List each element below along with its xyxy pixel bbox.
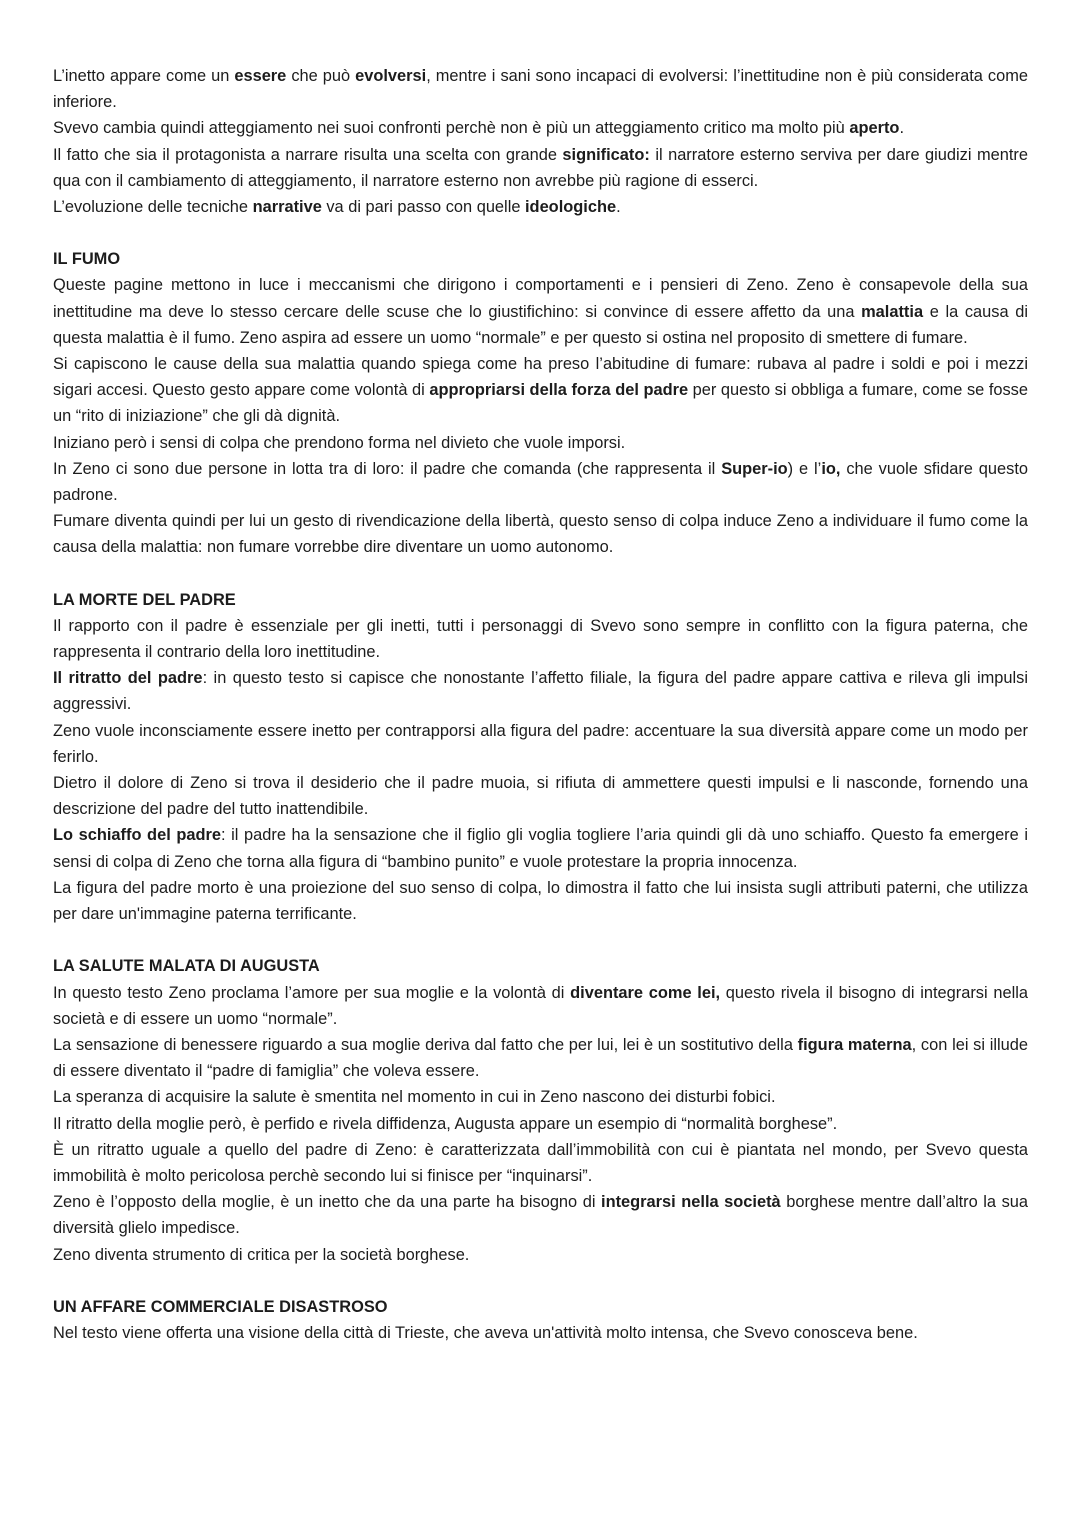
text-run: Il ritratto della moglie però, è perfido e rivela diffidenza, Augusta appare un esempio di “normalità borghese”. [53, 1114, 838, 1133]
section-spacer [53, 927, 1028, 953]
text-run: va di pari passo con quelle [321, 198, 525, 217]
text-run: , con lei si illude di essere diventato il “padre di famiglia” che voleva essere. [53, 1035, 1029, 1081]
text-run: Svevo cambia quindi atteggiamento nei suoi confronti perchè non è più un atteggiamento critico ma molto più [53, 119, 850, 138]
text-run: il narratore esterno serviva per dare giudizi mentre qua con il cambiamento di atteggiamento, il narratore esterno non avrebbe più ragione di esserci. [53, 145, 1028, 190]
text-run: Zeno diventa strumento di critica per la società borghese. [53, 1245, 470, 1264]
paragraph [53, 822, 1028, 874]
paragraph [53, 1137, 1028, 1189]
text-run: per questo si obbliga a fumare, come se fosse un “rito di iniziazione” che gli dà dignità. [53, 381, 1028, 426]
bold-text: significato: [562, 145, 650, 164]
paragraph [53, 665, 1028, 717]
paragraph [53, 1242, 1028, 1268]
text-run: Nel testo viene offerta una visione della città di Trieste, che aveva un'attività molto intensa, che Svevo conosceva bene. [53, 1323, 918, 1342]
text-run: ) e l’ [787, 459, 822, 478]
text-run: L’inetto appare come un [53, 67, 235, 85]
text-run: che può [286, 67, 356, 85]
bold-text: ideologiche [525, 198, 617, 217]
text-run: borghese mentre dall’altro la sua diversità glielo impedisce. [53, 1193, 1029, 1238]
paragraph [53, 115, 1028, 141]
text-run: Dietro il dolore di Zeno si trova il desiderio che il padre muoia, si rifiuta di ammettere questi impulsi e li nasconde, fornendo una descrizione del padre del tutto inattendibile. [53, 774, 1028, 819]
paragraph [53, 456, 1028, 508]
bold-text: essere [234, 67, 287, 85]
text-run: e la causa di questa malattia è il fumo. Zeno aspira ad essere un uomo “normale” e per questo si ostina nel proposito di smettere di fumare. [53, 302, 1029, 347]
document-page [53, 63, 1028, 1346]
paragraph [53, 1189, 1028, 1241]
bold-text: aperto [849, 119, 900, 138]
text-run: Iniziano però i sensi di colpa che prendono forma nel divieto che vuole imporsi. [53, 433, 626, 452]
text-run: È un ritratto uguale a quello del padre di Zeno: è caratterizzata dall’immobilità con cui è piantata nel mondo, per Svevo questa immobilità è molto pericolosa perchè secondo lui si finisce per “inquinarsi”. [53, 1140, 1028, 1185]
text-run: Il fatto che sia il protagonista a narrare risulta una scelta con grande [53, 145, 563, 164]
section-heading: UN AFFARE COMMERCIALE DISASTROSO [53, 1297, 388, 1316]
text-run: In Zeno ci sono due persone in lotta tra di loro: il padre che comanda (che rappresenta il [53, 459, 722, 478]
bold-text: integrarsi nella società [601, 1193, 781, 1212]
paragraph [53, 142, 1028, 194]
text-run: Fumare diventa quindi per lui un gesto di rivendicazione della libertà, questo senso di colpa induce Zeno a individuare il fumo come la causa della malattia: non fumare vorrebbe dire diventare un uomo autonomo. [53, 512, 1028, 557]
paragraph [53, 63, 1028, 115]
text-run: questo rivela il bisogno di integrarsi nella società e di essere un uomo “normale”. [53, 983, 1028, 1028]
paragraph [53, 875, 1028, 927]
section-intro [53, 63, 1028, 220]
paragraph [53, 718, 1028, 770]
bold-text: diventare come lei, [570, 983, 721, 1002]
paragraph [53, 1084, 1028, 1110]
section-la-salute-malata-di-augusta [53, 927, 1028, 1267]
bold-text: figura materna [797, 1035, 912, 1054]
bold-text: Super-io [721, 459, 788, 478]
text-run: , mentre i sani sono incapaci di evolversi: l’inettitudine non è più considerata come inferiore. [53, 67, 1029, 112]
text-run: Zeno è l’opposto della moglie, è un inetto che da una parte ha bisogno di [53, 1193, 602, 1212]
section-heading: LA SALUTE MALATA DI AUGUSTA [53, 957, 320, 976]
paragraph [53, 1320, 1028, 1346]
paragraph [53, 980, 1028, 1032]
text-run: : il padre ha la sensazione che il figlio gli voglia togliere l’aria quindi gli dà uno schiaffo. Questo fa emergere i sensi di colpa di Zeno che torna alla figura di “bambino punito” e vuole protestare la propria innocenza. [53, 826, 1028, 871]
section-spacer [53, 561, 1028, 587]
bold-text: narrative [252, 198, 322, 217]
paragraph [53, 272, 1028, 351]
bold-text: appropriarsi della forza del padre [429, 381, 689, 400]
bold-text: evolversi [355, 67, 427, 85]
paragraph [53, 770, 1028, 822]
text-run: : in questo testo si capisce che nonostante l’affetto filiale, la figura del padre appare cattiva e rileva gli impulsi aggressivi. [53, 669, 1028, 714]
section-la-morte-del-padre [53, 561, 1028, 928]
text-run: . [616, 198, 621, 217]
text-run: Zeno vuole inconsciamente essere inetto per contrapporsi alla figura del padre: accentuare la sua diversità appare come un modo per ferirlo. [53, 721, 1028, 766]
text-run: La figura del padre morto è una proiezione del suo senso di colpa, lo dimostra il fatto che lui insista sugli attributi paterni, che utilizza per dare un'immagine paterna terrificante. [53, 878, 1028, 924]
text-run: Il rapporto con il padre è essenziale per gli inetti, tutti i personaggi di Svevo sono sempre in conflitto con la figura paterna, che rappresenta il contrario della loro inettitudine. [53, 616, 1028, 662]
paragraph [53, 508, 1028, 560]
text-run: Queste pagine mettono in luce i meccanismi che dirigono i comportamenti e i pensieri di Zeno. Zeno è consapevole della sua inettitudine ma deve lo stesso cercare delle scuse che lo giustifichino: si convince di essere affetto da una [53, 276, 1028, 321]
section-il-fumo [53, 220, 1028, 560]
text-run: Si capiscono le cause della sua malattia quando spiega come ha preso l’abitudine di fumare: rubava al padre i soldi e poi i mezzi sigari accesi. Questo gesto appare come volontà di [53, 355, 1028, 400]
text-run: La speranza di acquisire la salute è smentita nel momento in cui in Zeno nascono dei disturbi fobici. [53, 1088, 776, 1107]
bold-text: Lo schiaffo del padre [53, 826, 221, 845]
paragraph [53, 351, 1028, 430]
paragraph [53, 1032, 1028, 1084]
paragraph [53, 613, 1028, 665]
paragraph [53, 430, 1028, 456]
text-run: La sensazione di benessere riguardo a sua moglie deriva dal fatto che per lui, lei è un sostitutivo della [53, 1035, 798, 1054]
section-heading: LA MORTE DEL PADRE [53, 590, 236, 609]
text-run: L’evoluzione delle tecniche [53, 198, 253, 217]
bold-text: io, [821, 459, 841, 478]
section-spacer [53, 220, 1028, 246]
text-run: In questo testo Zeno proclama l’amore per sua moglie e la volontà di [53, 983, 571, 1002]
paragraph [53, 194, 1028, 220]
section-spacer [53, 1268, 1028, 1294]
text-run: che vuole sfidare questo padrone. [53, 459, 1029, 505]
paragraph [53, 1111, 1028, 1137]
text-run: . [899, 119, 904, 138]
bold-text: Il ritratto del padre [53, 669, 203, 688]
section-un-affare-commerciale-disastroso [53, 1268, 1028, 1346]
bold-text: malattia [861, 302, 924, 321]
section-heading: IL FUMO [53, 250, 121, 269]
